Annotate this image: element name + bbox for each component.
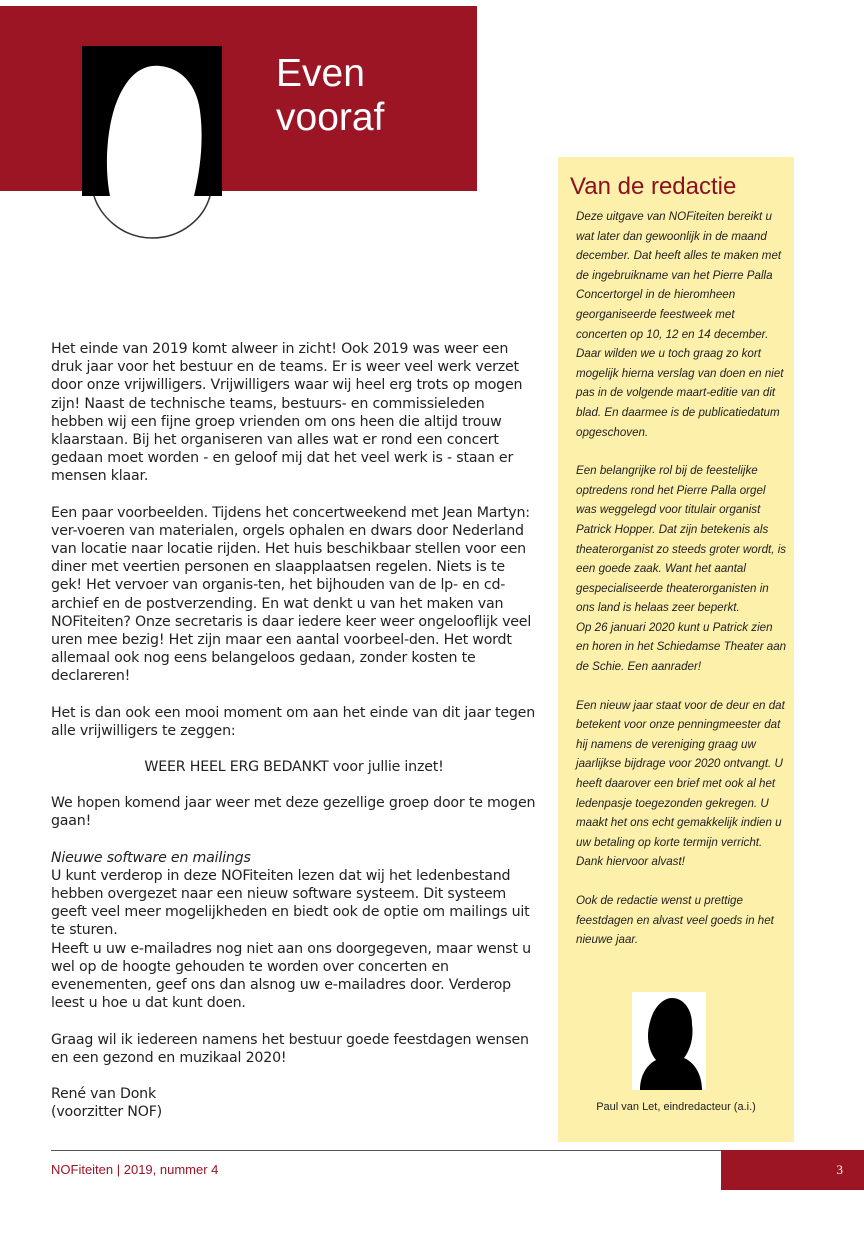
photo-caption: Paul van Let, eindredacteur (a.i.) [596, 1101, 756, 1113]
paragraph: Een paar voorbeelden. Tijdens het concertweekend met Jean Martyn: ver-voeren van materialen, orgels ophalen en dwars door Nederland van locatie naar locatie rijden. Het huis beschikbaar stellen voor een diner met veertien personen en slaapplaatsen regelen. Niets is te gek! Het vervoer van organis-ten, het bijhouden van de lp- en cd-archief en de postverzending. En wat denkt u van het maken van NOFiteiten? Onze secretaris is daar iedere keer weer ongelooflijk veel uren mee bezig! Het zijn maar een aantal voorbeel-den. Het wordt allemaal ook nog eens belangeloos gedaan, zonder kosten te declareren! [51, 504, 532, 685]
sidebar-paragraph: Op 26 januari 2020 kunt u Patrick zien en horen in het Schiedamse Theater aan de Schie. Een aanrader! [576, 620, 787, 674]
page-number-box [721, 1150, 864, 1190]
sidebar-paragraph: Een belangrijke rol bij de feestelijke optredens rond het Pierre Palla orgel was weggelegd voor titulair organist Patrick Hopper. Dat zijn betekenis als theaterorganist zo steeds groter wordt, is een goede zaak. Want het aantal gespecialiseerde theaterorganisten in ons land is helaas zeer beperkt. [576, 464, 787, 615]
page-title-line-2: vooraf [276, 96, 385, 139]
page-title [276, 52, 384, 140]
editor-silhouette-photo [632, 992, 706, 1090]
paragraph: Graag wil ik iedereen namens het bestuur goede feestdagen wensen en een gezond en muzikaal 2020! [51, 1031, 529, 1066]
paragraph: Het einde van 2019 komt alweer in zicht! Ook 2019 was weer een druk jaar voor het bestuur en de teams. Er is weer veel werk verzet door onze vrijwilligers. Vrijwilligers waar wij heel erg trots op mogen zijn! Naast de technische teams, bestuurs- en commissieleden hebben wij een fijne groep vrienden om ons heen die altijd trouw klaarstaan. Bij het organiseren van alles wat er rond een concert gedaan moet worden - en geloof mij dat het veel werk is - staan er mensen klaar. [51, 341, 523, 485]
signature [51, 1085, 537, 1121]
sidebar-title: Van de redactie [570, 173, 737, 200]
footer-divider [51, 1150, 722, 1151]
section-subheading: Nieuwe software en mailings [51, 849, 251, 866]
paragraph: U kunt verderop in deze NOFiteiten lezen dat wij het ledenbestand hebben overgezet naar een nieuw software systeem. Dit systeem geeft veel meer mogelijkheden en biedt ook de optie om mailings uit te sturen. [51, 867, 530, 939]
page-title-line-1: Even [276, 52, 365, 95]
header-banner [0, 6, 477, 191]
signature-role: (voorzitter NOF) [51, 1104, 162, 1121]
sidebar-paragraph: Ook de redactie wenst u prettige feestdagen en alvast veel goeds in het nieuwe jaar. [576, 894, 774, 947]
software-section [51, 849, 537, 1013]
signature-name: René van Donk [51, 1085, 156, 1102]
paragraph: We hopen komend jaar weer met deze gezellige groep door te mogen gaan! [51, 795, 536, 830]
page-number: 3 [836, 1162, 843, 1177]
footer-publication: NOFiteiten | 2019, nummer 4 [51, 1162, 219, 1177]
author-silhouette-photo [82, 46, 222, 242]
sidebar-body [576, 207, 788, 969]
paragraph: Het is dan ook een mooi moment om aan het einde van dit jaar tegen alle vrijwilligers te zeggen: [51, 704, 536, 739]
sidebar-paragraph: Een nieuw jaar staat voor de deur en dat betekent voor onze penningmeester dat hij namens de vereniging graag uw jaarlijkse bijdrage voor 2020 ontvangt. U heeft daarover een brief met ook al het ledenpasje toegezonden gekregen. U maakt het ons echt gemakkelijk indien u uw betaling op korte termijn verricht. Dank hiervoor alvast! [576, 698, 785, 869]
paragraph: Heeft u uw e-mailadres nog niet aan ons doorgegeven, maar wenst u wel op de hoogte gehouden te worden over concerten en evenementen, geef ons dan alsnog uw e-mailadres door. Verderop leest u hoe u dat kunt doen. [51, 940, 531, 1012]
sidebar-paragraph: Deze uitgave van NOFiteiten bereikt u wat later dan gewoonlijk in de maand december. Dat heeft alles te maken met de ingebruikname van het Pierre Palla Concertorgel in de hieromheen georganiseerde feestweek met concerten op 10, 12 en 14 december. Daar wilden we u toch graag zo kort mogelijk hierna verslag van doen en niet pas in de volgende maart-editie van dit blad. En daarmee is de publicatiedatum opgeschoven. [576, 210, 784, 439]
editorial-sidebar [558, 157, 794, 1142]
thank-you-line: WEER HEEL ERG BEDANKT voor jullie inzet! [144, 759, 444, 776]
main-article [51, 340, 537, 1139]
